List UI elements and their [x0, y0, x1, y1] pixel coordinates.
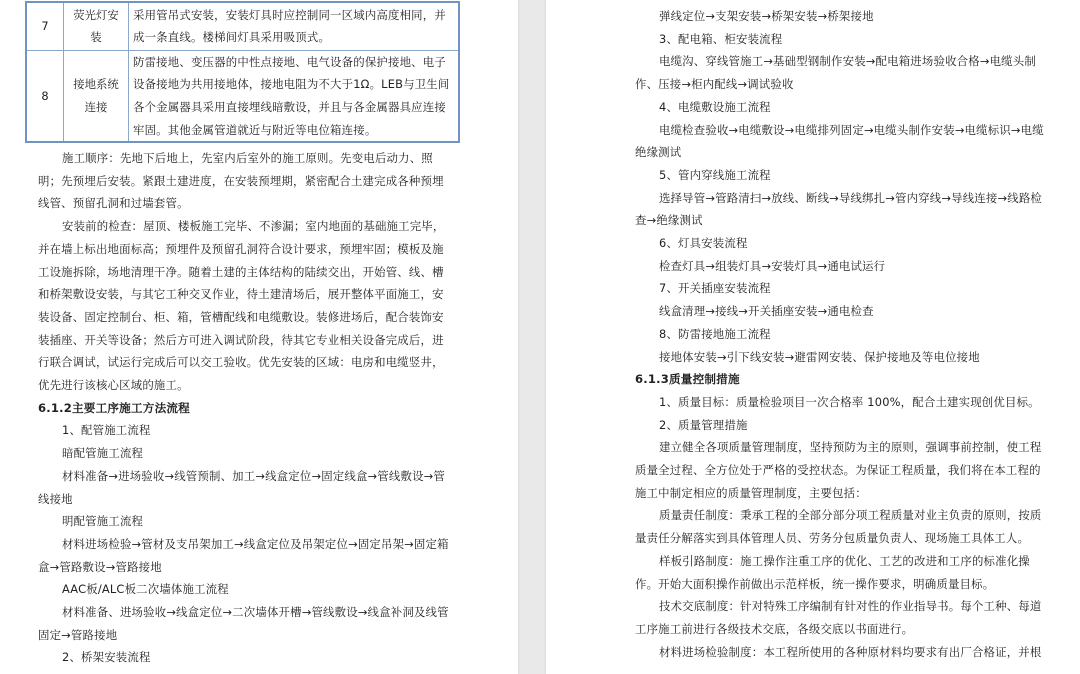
- step-title: 8、防雷接地施工流程: [659, 326, 771, 341]
- sample-guidance-paragraph: 样板引路制度：施工操作注重工序的优化、工艺的改进和工序的标准化操作。开始大面积操作前做出示范样板，统一操作要求，明确质量目标。: [635, 553, 1030, 591]
- equipment-install-table: [25, 1, 460, 143]
- step-title: 2、质量管理措施: [659, 417, 748, 432]
- right-page-body: [635, 5, 1047, 663]
- table-cell-name: 接地系统连接: [64, 50, 129, 142]
- sub-step-title: AAC板/ALC板二次墙体施工流程: [62, 582, 229, 597]
- flow-text: 线盒清理→接线→开关插座安装→通电检查: [659, 304, 874, 319]
- sub-step-title: 暗配管施工流程: [62, 446, 144, 461]
- flow-text: 材料准备、进场验收→线盒定位→二次墙体开槽→管线敷设→线盒补洞及线管固定→管路接地: [38, 605, 449, 642]
- step-title: 3、配电箱、柜安装流程: [659, 31, 783, 46]
- table-cell-desc: 采用管吊式安装，安装灯具时应控制同一区域内高度相同，并成一条直线。楼梯间灯具采用吸顶式。: [129, 2, 460, 50]
- quality-responsibility-paragraph: 质量责任制度：秉承工程的全部分部分项工程质量对业主负责的原则，按质量责任分解落实到具体管理人员、劳务分包质量负责人、现场施工具体工人。: [635, 508, 1042, 546]
- document-page-left: [0, 0, 518, 674]
- flow-text: 电缆沟、穿线管施工→基础型钢制作安装→配电箱进场验收合格→电缆头制作、压接→柜内配线→调试验收: [635, 54, 1036, 92]
- step-title: 7、开关插座安装流程: [659, 281, 771, 296]
- flow-text: 电缆检查验收→电缆敷设→电缆排列固定→电缆头制作安装→电缆标识→电缆绝缘测试: [635, 122, 1044, 160]
- section-heading-6-1-2: 6.1.2主要工序施工方法流程: [38, 400, 190, 415]
- step-title: 2、桥架安装流程: [62, 650, 151, 665]
- step-title: 6、灯具安装流程: [659, 236, 748, 251]
- flow-text: 选择导管→管路清扫→放线、断线→导线绑扎→管内穿线→导线连接→线路检查→绝缘测试: [635, 190, 1043, 228]
- flow-text: 材料准备→进场验收→线管预制、加工→线盒定位→固定线盒→管线敷设→管线接地: [38, 468, 446, 506]
- step-title: 4、电缆敷设施工流程: [659, 99, 771, 114]
- table-cell-no: 8: [26, 50, 64, 142]
- flow-text: 材料进场检验→管材及支吊架加工→线盒定位及吊架定位→固定吊架→固定箱盒→管路敷设→管路接地: [38, 536, 449, 574]
- quality-management-paragraph: 建立健全各项质量管理制度，坚持预防为主的原则，强调事前控制，使工程质量全过程、全方位处于严格的受控状态。为保证工程质量，我们将在本工程的施工中制定相应的质量管理制度，主要包括：: [635, 440, 1042, 500]
- table-cell-desc: 防雷接地、变压器的中性点接地、电气设备的保护接地、电子设备接地为共用接地体，接地电阻为不大于1Ω。LEB与卫生间各个金属器具采用直接埋线暗敷设，并且与各金属器具应连接牢固。其他金属管道就近与附近等电位箱连接。: [129, 50, 460, 142]
- technical-briefing-paragraph: 技术交底制度：针对特殊工序编制有针对性的作业指导书。每个工种、每道工序施工前进行各级技术交底，各级交底以书面进行。: [635, 599, 1042, 636]
- table-row: [26, 2, 459, 50]
- material-inspection-paragraph: 材料进场检验制度：本工程所使用的各种原材料均要求有出厂合格证，并根: [659, 644, 1042, 659]
- step-title: 1、配管施工流程: [62, 423, 151, 438]
- construction-order-paragraph: 施工顺序：先地下后地上，先室内后室外的施工原则。先变电后动力、照明；先预埋后安装。紧跟土建进度，在安装预埋期，紧密配合土建完成各种预埋线管、预留孔洞和过墙套管。: [38, 151, 444, 211]
- table-cell-no: 7: [26, 2, 64, 50]
- pre-install-check-paragraph: 安装前的检查：屋顶、楼板施工完毕、不渗漏；室内地面的基础施工完毕，并在墙上标出地面标高；预埋件及预留孔洞符合设计要求，预埋牢固；模板及施工设施拆除，场地清理干净。随着土建的主体结构的陆续交出，开始管、线、槽和桥架敷设安装，与其它工种交叉作业，待土建清场后，展开整体平面施工，安装设备、固定控制台、柜、箱，管槽配线和电缆敷设。装修进场后，配合装饰安装插座、开关等设备；然后方可进入调试阶段，待其它专业相关设备完成后，进行联合调试，试运行完成后可以交工验收。优先安装的区域：电房和电缆竖井，优先进行该核心区域的施工。: [38, 219, 445, 393]
- table-row: [26, 50, 459, 142]
- flow-text: 弹线定位→支架安装→桥架安装→桥架接地: [659, 9, 874, 23]
- left-page-body: [38, 147, 454, 669]
- flow-text: 接地体安装→引下线安装→避雷网安装、保护接地及等电位接地: [659, 349, 980, 364]
- section-heading-6-1-3: 6.1.3质量控制措施: [635, 372, 740, 387]
- table-cell-name: 荧光灯安装: [64, 2, 129, 50]
- quality-goal: 1、质量目标：质量检验项目一次合格率 100%，配合土建实现创优目标。: [659, 394, 1040, 409]
- step-title: 5、管内穿线施工流程: [659, 167, 771, 182]
- flow-text: 检查灯具→组装灯具→安装灯具→通电试运行: [659, 258, 886, 273]
- sub-step-title: 明配管施工流程: [62, 514, 144, 529]
